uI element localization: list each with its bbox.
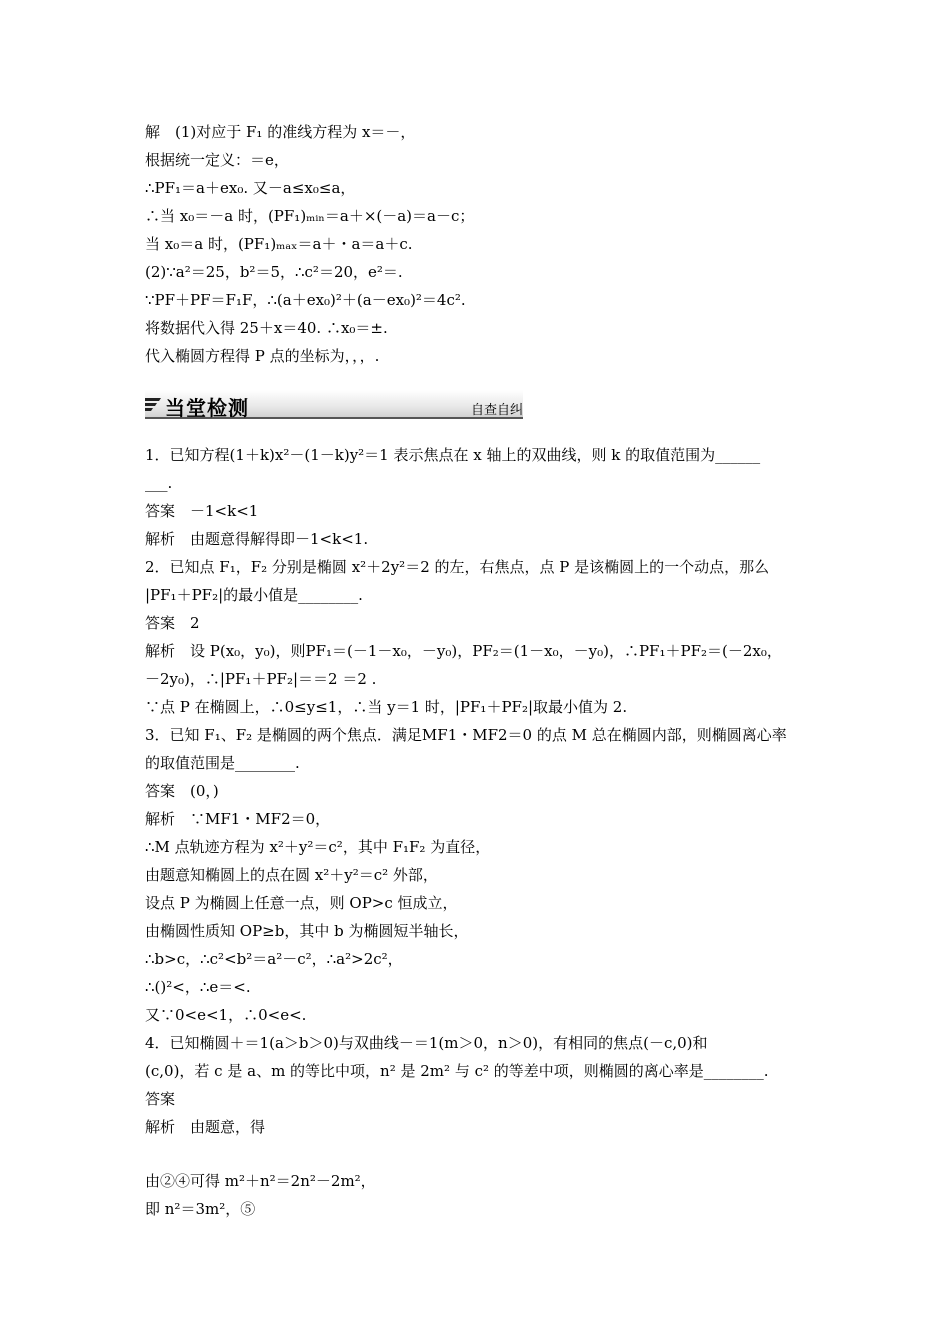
section-subtitle: 自查自纠 — [470, 403, 523, 418]
text-line: (c,0)，若 c 是 a、m 的等比中项，n² 是 2m² 与 c² 的等差中项，则椭圆的离心率是________. — [145, 1062, 769, 1080]
text-line: ___. — [145, 474, 173, 492]
text-line: 解析 设 P(x₀，y₀)，则PF₁＝(－1－x₀，－y₀)，PF₂＝(1－x₀，－y₀)，∴PF₁＋PF₂＝(－2x₀， — [145, 642, 782, 660]
text-line: 答案 — [145, 1090, 176, 1108]
text-line: 代入椭圆方程得 P 点的坐标为，，，. — [145, 347, 380, 365]
text-line: 解 (1)对应于 F₁ 的准线方程为 x＝－， — [145, 123, 416, 141]
text-line: 答案 2 — [145, 614, 200, 632]
text-line: (2)∵a²＝25，b²＝5，∴c²＝20，e²＝. — [145, 263, 403, 281]
text-line: 由②④可得 m²＋n²＝2n²－2m²， — [145, 1172, 376, 1190]
text-line: 答案 －1<k<1 — [145, 502, 259, 520]
text-line: |PF₁＋PF₂|的最小值是________. — [145, 586, 363, 604]
text-line: 1．已知方程(1＋k)x²－(1－k)y²＝1 表示焦点在 x 轴上的双曲线，则 k 的取值范围为______ — [145, 446, 761, 464]
text-line: ∵PF＋PF＝F₁F，∴(a＋ex₀)²＋(a－ex₀)²＝4c². — [145, 291, 466, 309]
text-line: 即 n²＝3m²，⑤ — [145, 1200, 256, 1218]
text-line: 4．已知椭圆＋＝1(a＞b＞0)与双曲线－＝1(m＞0，n＞0)，有相同的焦点(－c,0)和 — [145, 1034, 708, 1052]
text-line: 答案 (0，) — [145, 782, 219, 800]
text-line: 3．已知 F₁、F₂ 是椭圆的两个焦点．满足MF1・MF2＝0 的点 M 总在椭圆内部，则椭圆离心率 — [145, 726, 787, 744]
text-line: 将数据代入得 25＋x＝40. ∴x₀＝±. — [145, 319, 388, 337]
text-line: 当 x₀＝a 时，(PF₁)ₘₐₓ＝a＋・a＝a＋c. — [145, 235, 413, 253]
text-line: 解析 由题意，得 — [145, 1118, 266, 1136]
text-line: 的取值范围是________. — [145, 754, 300, 772]
section-marker-icon — [145, 396, 161, 412]
text-line: ∴M 点轨迹方程为 x²＋y²＝c²，其中 F₁F₂ 为直径， — [145, 838, 491, 856]
text-line: 设点 P 为椭圆上任意一点，则 OP>c 恒成立， — [145, 894, 458, 912]
text-line: 由题意知椭圆上的点在圆 x²＋y²＝c² 外部， — [145, 866, 438, 884]
text-line: 又∵0<e<1，∴0<e<. — [145, 1006, 307, 1024]
text-line: 由椭圆性质知 OP≥b，其中 b 为椭圆短半轴长， — [145, 922, 469, 940]
text-line: －2y₀)，∴|PF₁＋PF₂|＝＝2 ＝2 . — [145, 670, 377, 688]
text-line: 2．已知点 F₁，F₂ 分别是椭圆 x²＋2y²＝2 的左，右焦点，点 P 是该椭圆上的一个动点，那么 — [145, 558, 770, 576]
text-line: 解析 ∵MF1・MF2＝0， — [145, 810, 331, 828]
text-line: ∴b>c，∴c²<b²＝a²－c²，∴a²>2c²， — [145, 950, 403, 968]
text-line: ∴PF₁＝a＋ex₀. 又－a≤x₀≤a， — [145, 179, 356, 197]
section-banner — [145, 390, 523, 418]
text-line: 根据统一定义：＝e， — [145, 151, 289, 169]
text-line: ∵点 P 在椭圆上，∴0≤y≤1，∴当 y＝1 时，|PF₁＋PF₂|取最小值为 2. — [145, 698, 628, 716]
text-line: ∴()²<，∴e＝<. — [145, 978, 251, 996]
text-line: ∴当 x₀＝－a 时，(PF₁)ₘᵢₙ＝a＋×(－a)＝a－c； — [145, 207, 475, 225]
section-title: 当堂检测 — [165, 396, 249, 420]
text-line: 解析 由题意得解得即－1<k<1. — [145, 530, 369, 548]
